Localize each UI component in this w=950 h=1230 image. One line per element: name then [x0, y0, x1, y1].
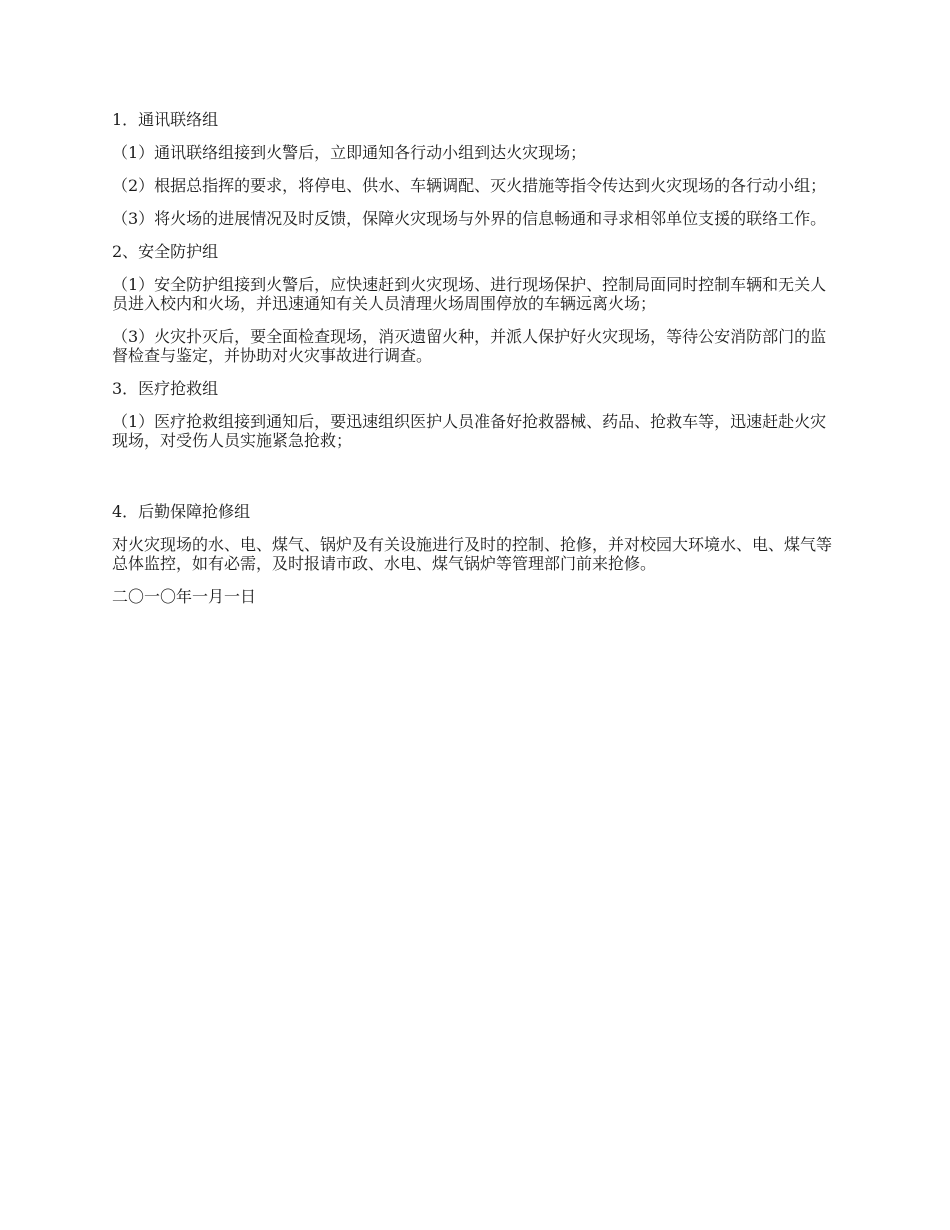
- spacer: [112, 464, 842, 502]
- section-heading-medical: 3．医疗抢救组: [112, 379, 219, 398]
- section-heading-communication: 1．通讯联络组: [112, 110, 219, 129]
- paragraph: 对火灾现场的水、电、煤气、锅炉及有关设施进行及时的控制、抢修，并对校园大环境水、电、煤气等总体监控，如有必需，及时报请市政、水电、煤气锅炉等管理部门前来抢修。: [112, 535, 833, 573]
- section-heading-safety: 2、安全防护组: [112, 242, 219, 261]
- paragraph: （2）根据总指挥的要求，将停电、供水、车辆调配、灭火措施等指令传达到火灾现场的各行动小组；: [112, 176, 827, 195]
- section-heading-logistics: 4．后勤保障抢修组: [112, 502, 251, 521]
- document-date: 二〇一〇年一月一日: [112, 587, 257, 606]
- paragraph: （1）医疗抢救组接到通知后，要迅速组织医护人员准备好抢救器械、药品、抢救车等，迅速赶赴火灾现场，对受伤人员实施紧急抢救；: [112, 412, 827, 450]
- paragraph: （1）通讯联络组接到火警后，立即通知各行动小组到达火灾现场；: [112, 143, 587, 162]
- document-body: [112, 110, 842, 620]
- paragraph: （1）安全防护组接到火警后，应快速赶到火灾现场、进行现场保护、控制局面同时控制车辆和无关人员进入校内和火场，并迅速通知有关人员清理火场周围停放的车辆远离火场；: [112, 275, 827, 313]
- paragraph: （3）火灾扑灭后，要全面检查现场，消灭遗留火种，并派人保护好火灾现场，等待公安消防部门的监督检查与鉴定，并协助对火灾事故进行调查。: [112, 327, 827, 365]
- paragraph: （3）将火场的进展情况及时反馈，保障火灾现场与外界的信息畅通和寻求相邻单位支援的联络工作。: [112, 209, 827, 228]
